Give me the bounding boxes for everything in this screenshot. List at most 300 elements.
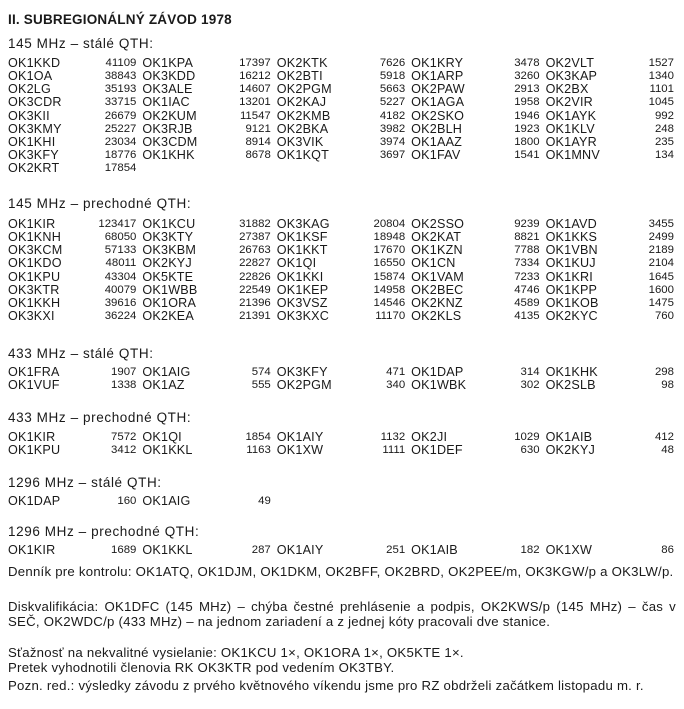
- station-callsign: OK3KFY: [8, 147, 59, 162]
- results-table-145-portable: [8, 218, 680, 323]
- result-entry: [411, 257, 545, 270]
- station-callsign: OK1KZN: [411, 243, 463, 258]
- result-entry: [411, 444, 545, 457]
- station-callsign: OK2KTK: [276, 56, 328, 70]
- station-callsign: OK1AYK: [545, 108, 597, 123]
- station-callsign: OK1AZ: [142, 378, 185, 393]
- station-callsign: OK1KOB: [545, 295, 599, 310]
- station-callsign: OK1KUJ: [545, 256, 596, 271]
- result-entry: [411, 96, 545, 109]
- station-callsign: OK1KKL: [142, 543, 193, 557]
- result-entry: [8, 544, 142, 557]
- station-score: 134: [654, 148, 674, 161]
- station-score: 11170: [375, 309, 406, 322]
- station-score: 14607: [239, 83, 271, 96]
- result-entry: [277, 149, 411, 162]
- result-entry: [8, 379, 142, 392]
- station-callsign: OK1OA: [8, 69, 53, 84]
- station-callsign: OK2SKO: [411, 108, 465, 123]
- result-entry: [8, 110, 142, 123]
- station-callsign: OK3KAG: [276, 217, 330, 231]
- station-callsign: OK1QI: [142, 430, 182, 444]
- station-callsign: OK1ARP: [411, 69, 464, 84]
- station-callsign: OK1KCU: [142, 217, 196, 231]
- station-score: 17854: [104, 162, 137, 175]
- station-callsign: OK1AIY: [276, 430, 324, 444]
- station-score: 3260: [514, 70, 540, 83]
- result-entry: [411, 136, 545, 149]
- station-score: 16212: [239, 70, 271, 83]
- station-callsign: OK1FRA: [8, 365, 60, 379]
- station-callsign: OK1CN: [411, 256, 456, 271]
- section-heading-1296-portable: 1296 MHz – prechodné QTH:: [8, 524, 200, 539]
- station-callsign: OK2KLS: [411, 308, 462, 323]
- station-callsign: OK3KDD: [142, 69, 196, 84]
- station-callsign: OK1KKI: [276, 269, 324, 284]
- station-score: 27387: [239, 231, 271, 244]
- station-callsign: OK5KTE: [142, 269, 194, 284]
- station-score: 1475: [648, 296, 674, 309]
- station-callsign: OK1KDO: [8, 256, 62, 271]
- station-callsign: OK1KIR: [8, 430, 56, 444]
- station-callsign: OK2KUM: [142, 108, 197, 123]
- station-score: 314: [520, 366, 540, 378]
- result-entry: [142, 96, 276, 109]
- station-score: 123417: [98, 218, 137, 230]
- station-callsign: OK1ORA: [142, 295, 197, 310]
- result-entry: [142, 284, 276, 297]
- station-callsign: OK3KFY: [276, 365, 328, 379]
- station-score: 1946: [514, 109, 540, 122]
- result-entry: [8, 297, 142, 310]
- station-score: 22826: [239, 270, 271, 283]
- station-callsign: OK2SLB: [545, 378, 596, 393]
- station-score: 1029: [514, 431, 540, 443]
- station-score: 25227: [104, 122, 137, 135]
- result-entry: [8, 136, 142, 149]
- result-entry: [277, 110, 411, 123]
- station-callsign: OK3KXI: [8, 308, 55, 323]
- section-heading-145-portable: 145 MHz – prechodné QTH:: [8, 196, 192, 211]
- station-callsign: OK1AIG: [142, 365, 191, 379]
- results-table-145-fixed: [8, 57, 680, 175]
- station-callsign: OK2PGM: [276, 82, 332, 97]
- station-score: 17670: [373, 244, 406, 257]
- station-callsign: OK1KHK: [142, 147, 195, 162]
- section-heading-1296-fixed: 1296 MHz – stálé QTH:: [8, 475, 162, 490]
- station-callsign: OK1WBB: [142, 282, 198, 297]
- result-entry: [277, 284, 411, 297]
- editor-note: Pozn. red.: výsledky závodu z prvého květnového víkendu jsme pro RZ obdrželi začátkem listopadu m. r.: [8, 678, 644, 693]
- station-callsign: OK1FAV: [411, 147, 461, 162]
- results-table-433-portable: [8, 431, 680, 457]
- station-callsign: OK2VIR: [545, 95, 593, 110]
- station-score: 11547: [239, 109, 271, 122]
- result-entry: [8, 444, 142, 457]
- station-score: 8821: [514, 231, 540, 244]
- station-callsign: OK1KSF: [276, 230, 328, 245]
- station-callsign: OK1KEP: [276, 282, 329, 297]
- station-callsign: OK2VLT: [545, 56, 595, 70]
- result-entry: [411, 110, 545, 123]
- result-entry: [411, 284, 545, 297]
- station-callsign: OK2LG: [8, 82, 51, 97]
- station-score: 302: [520, 379, 540, 392]
- station-score: 1923: [514, 122, 540, 135]
- station-callsign: OK3KXC: [276, 308, 330, 323]
- station-callsign: OK1KPU: [8, 269, 61, 284]
- station-score: 9121: [245, 122, 271, 135]
- station-score: 22827: [239, 257, 271, 270]
- station-score: 2104: [648, 257, 674, 270]
- station-score: 7572: [111, 431, 137, 443]
- result-entry: [411, 123, 545, 136]
- result-entry: [142, 444, 276, 457]
- station-score: 17397: [239, 57, 271, 69]
- station-callsign: OK1KHK: [545, 365, 598, 379]
- station-score: 7334: [514, 257, 540, 270]
- station-callsign: OK2KYJ: [142, 256, 192, 271]
- station-score: 8678: [245, 148, 271, 161]
- station-callsign: OK1AIY: [276, 543, 324, 557]
- results-table-1296-fixed: [8, 495, 680, 508]
- result-entry: [142, 123, 276, 136]
- result-entry: [546, 136, 680, 149]
- station-score: 1800: [514, 135, 540, 148]
- station-score: 48: [661, 444, 674, 457]
- station-score: 574: [251, 366, 271, 378]
- result-entry: [546, 297, 680, 310]
- station-callsign: OK2KEA: [142, 308, 194, 323]
- station-callsign: OK2KYC: [545, 308, 598, 323]
- results-table-1296-portable: [8, 544, 680, 557]
- station-score: 287: [251, 544, 271, 556]
- station-callsign: OK1DAP: [8, 494, 61, 508]
- evaluation-note: Pretek vyhodnotili členovia RK OK3KTR pod vedením OK3TBY.: [8, 660, 395, 675]
- station-callsign: OK1QI: [276, 256, 317, 271]
- station-score: 1527: [648, 57, 674, 69]
- result-entry: [142, 149, 276, 162]
- result-entry: [546, 96, 680, 109]
- station-score: 4135: [514, 309, 540, 322]
- station-callsign: OK1KIR: [8, 217, 56, 231]
- station-score: 1958: [514, 96, 540, 109]
- station-score: 18776: [104, 148, 137, 161]
- station-score: 1163: [246, 444, 271, 457]
- result-entry: [8, 310, 142, 323]
- result-entry: [277, 96, 411, 109]
- result-entry: [546, 271, 680, 284]
- station-callsign: OK1MNV: [545, 147, 600, 162]
- station-score: 2189: [648, 244, 674, 257]
- complaint-note: Sťažnosť na nekvalitné vysielanie: OK1KCU 1×, OK1ORA 1×, OK5KTE 1×.: [8, 645, 464, 660]
- result-entry: [277, 379, 411, 392]
- station-callsign: OK2BEC: [411, 282, 464, 297]
- result-entry: [546, 544, 680, 557]
- station-callsign: OK2PAW: [411, 82, 465, 97]
- station-callsign: OK3KBM: [142, 243, 197, 258]
- station-score: 57133: [104, 244, 137, 257]
- result-entry: [8, 162, 142, 175]
- station-score: 3455: [648, 218, 674, 230]
- station-callsign: OK2KYJ: [545, 443, 596, 458]
- result-entry: [142, 544, 276, 557]
- station-score: 7626: [379, 57, 406, 69]
- station-score: 26679: [104, 109, 137, 122]
- station-callsign: OK2KRT: [8, 161, 60, 176]
- station-score: 36224: [104, 309, 137, 322]
- station-callsign: OK3ALE: [142, 82, 193, 97]
- result-entry: [142, 136, 276, 149]
- station-callsign: OK3KAP: [545, 69, 598, 84]
- station-score: 21396: [239, 296, 271, 309]
- station-callsign: OK2BX: [545, 82, 589, 97]
- station-score: 7233: [514, 270, 540, 283]
- station-callsign: OK1KRY: [411, 56, 464, 70]
- station-score: 39616: [104, 296, 137, 309]
- result-entry: [277, 444, 411, 457]
- section-heading-433-fixed: 433 MHz – stálé QTH:: [8, 346, 154, 361]
- result-entry: [142, 110, 276, 123]
- result-entry: [546, 110, 680, 123]
- station-callsign: OK1KIR: [8, 543, 56, 557]
- station-score: 7788: [514, 244, 540, 257]
- result-entry: [411, 297, 545, 310]
- result-entry: [411, 544, 545, 557]
- result-entry: [277, 257, 411, 270]
- station-score: 9239: [514, 218, 540, 230]
- station-score: 14958: [373, 283, 406, 296]
- station-score: 14546: [373, 296, 406, 309]
- station-score: 630: [520, 444, 540, 457]
- station-callsign: OK1AGA: [411, 95, 465, 110]
- station-score: 3982: [379, 122, 406, 135]
- station-callsign: OK1KKD: [8, 56, 61, 70]
- result-entry: [546, 123, 680, 136]
- station-callsign: OK3KMY: [8, 121, 62, 136]
- station-callsign: OK1XW: [545, 543, 593, 557]
- control-logs-note: Denník pre kontrolu: OK1ATQ, OK1DJM, OK1DKM, OK2BFF, OK2BRD, OK2PEE/m, OK3KGW/p a OK3LW/p.: [8, 564, 674, 579]
- station-callsign: OK1AAZ: [411, 134, 463, 149]
- station-score: 5663: [379, 83, 406, 96]
- station-score: 68050: [104, 231, 137, 244]
- station-callsign: OK3KTY: [142, 230, 194, 245]
- result-entry: [277, 123, 411, 136]
- station-score: 1045: [648, 96, 674, 109]
- station-score: 1340: [648, 70, 674, 83]
- station-callsign: OK1VAM: [411, 269, 464, 284]
- station-callsign: OK1KPP: [545, 282, 598, 297]
- station-score: 340: [386, 379, 406, 392]
- station-score: 1101: [649, 83, 674, 96]
- station-callsign: OK1VBN: [545, 243, 598, 258]
- station-score: 3412: [111, 444, 137, 457]
- result-entry: [142, 271, 276, 284]
- station-score: 18948: [373, 231, 406, 244]
- station-score: 8914: [245, 135, 271, 148]
- station-callsign: OK2BLH: [411, 121, 463, 136]
- station-callsign: OK1KKH: [8, 295, 61, 310]
- station-score: 1132: [380, 431, 406, 443]
- station-score: 555: [251, 379, 271, 392]
- station-score: 3478: [514, 57, 540, 69]
- station-score: 38843: [104, 70, 137, 83]
- station-callsign: OK3KII: [8, 108, 50, 123]
- station-callsign: OK1KPA: [142, 56, 194, 70]
- station-score: 1338: [111, 379, 137, 392]
- station-callsign: OK1KKL: [142, 443, 193, 458]
- station-score: 235: [654, 135, 674, 148]
- result-entry: [411, 379, 545, 392]
- result-entry: [546, 444, 680, 457]
- station-callsign: OK3CDM: [142, 134, 198, 149]
- station-score: 21391: [239, 309, 271, 322]
- station-score: 1111: [382, 444, 406, 457]
- result-entry: [546, 149, 680, 162]
- station-callsign: OK3CDR: [8, 95, 62, 110]
- station-score: 1689: [111, 544, 137, 556]
- station-score: 1541: [514, 148, 540, 161]
- result-entry: [142, 310, 276, 323]
- results-table-433-fixed: [8, 366, 680, 392]
- station-score: 2499: [648, 231, 674, 244]
- station-score: 48011: [105, 257, 137, 270]
- result-entry: [277, 297, 411, 310]
- station-callsign: OK1IAC: [142, 95, 190, 110]
- station-callsign: OK3KCM: [8, 243, 63, 258]
- station-score: 41109: [105, 57, 137, 69]
- station-score: 1854: [245, 431, 271, 443]
- station-score: 35193: [104, 83, 137, 96]
- result-entry: [8, 271, 142, 284]
- station-callsign: OK3VIK: [276, 134, 324, 149]
- station-callsign: OK1VUF: [8, 378, 60, 393]
- result-entry: [142, 379, 276, 392]
- station-callsign: OK2SSO: [411, 217, 465, 231]
- station-callsign: OK1AIB: [411, 543, 458, 557]
- result-entry: [411, 149, 545, 162]
- station-score: 248: [654, 122, 674, 135]
- result-entry: [546, 310, 680, 323]
- station-callsign: OK1KKT: [276, 243, 328, 258]
- station-callsign: OK1AVD: [545, 217, 597, 231]
- station-score: 2913: [514, 83, 540, 96]
- station-callsign: OK1KPU: [8, 443, 61, 458]
- station-score: 49: [258, 495, 271, 507]
- station-callsign: OK1KHI: [8, 134, 56, 149]
- station-score: 15874: [373, 270, 406, 283]
- station-callsign: OK3VSZ: [276, 295, 328, 310]
- page-title: II. SUBREGIONÁLNÝ ZÁVOD 1978: [8, 12, 232, 27]
- station-callsign: OK1DAP: [411, 365, 464, 379]
- station-score: 4182: [379, 109, 406, 122]
- station-callsign: OK1KQT: [276, 147, 330, 162]
- station-score: 5227: [379, 96, 406, 109]
- station-callsign: OK2KAT: [411, 230, 462, 245]
- station-callsign: OK1DEF: [411, 443, 463, 458]
- station-callsign: OK1KNH: [8, 230, 61, 245]
- result-entry: [142, 495, 276, 508]
- station-callsign: OK1AIG: [142, 494, 191, 508]
- result-entry: [8, 495, 142, 508]
- station-score: 412: [654, 431, 674, 443]
- station-score: 3697: [379, 148, 406, 161]
- station-callsign: OK3RJB: [142, 121, 193, 136]
- station-score: 4746: [514, 283, 540, 296]
- station-score: 5918: [379, 70, 406, 83]
- station-callsign: OK1AYR: [545, 134, 597, 149]
- station-callsign: OK2PGM: [276, 378, 332, 393]
- result-entry: [8, 257, 142, 270]
- result-entry: [546, 257, 680, 270]
- station-score: 26763: [239, 244, 271, 257]
- station-score: 40079: [104, 283, 137, 296]
- station-callsign: OK2KMB: [276, 108, 331, 123]
- station-callsign: OK3KTR: [8, 282, 60, 297]
- result-entry: [546, 284, 680, 297]
- station-score: 992: [654, 109, 674, 122]
- section-heading-145-fixed: 145 MHz – stálé QTH:: [8, 36, 154, 51]
- station-score: 33715: [104, 96, 137, 109]
- station-callsign: OK2JI: [411, 430, 448, 444]
- station-callsign: OK2BKA: [276, 121, 329, 136]
- disqualification-note: Diskvalifikácia: OK1DFC (145 MHz) – chýba čestné prehlásenie a podpis, OK2KWS/p (145 MHz) – čas v SEČ, OK2WDC/p (433 MHz) – na jednom zariadení a z jednej kóty pracovali dve stanice.: [8, 599, 676, 629]
- result-entry: [8, 96, 142, 109]
- result-entry: [277, 136, 411, 149]
- station-score: 1645: [648, 270, 674, 283]
- station-score: 86: [661, 544, 674, 556]
- station-callsign: OK2KAJ: [276, 95, 327, 110]
- section-heading-433-portable: 433 MHz – prechodné QTH:: [8, 410, 192, 425]
- station-score: 1600: [648, 283, 674, 296]
- station-callsign: OK1WBK: [411, 378, 467, 393]
- result-entry: [8, 284, 142, 297]
- result-entry: [546, 379, 680, 392]
- result-entry: [411, 271, 545, 284]
- result-entry: [142, 257, 276, 270]
- station-score: 31882: [239, 218, 271, 230]
- result-entry: [277, 271, 411, 284]
- station-callsign: OK1AIB: [545, 430, 593, 444]
- station-score: 471: [386, 366, 406, 378]
- station-score: 298: [654, 366, 674, 378]
- station-score: 16550: [373, 257, 406, 270]
- station-score: 760: [654, 309, 674, 322]
- result-entry: [8, 123, 142, 136]
- station-score: 1907: [111, 366, 137, 378]
- station-score: 13201: [239, 96, 271, 109]
- station-callsign: OK1XW: [276, 443, 324, 458]
- station-callsign: OK2KNZ: [411, 295, 463, 310]
- station-callsign: OK1KRI: [545, 269, 593, 284]
- station-callsign: OK1KLV: [545, 121, 595, 136]
- station-score: 20804: [373, 218, 406, 230]
- station-score: 251: [386, 544, 406, 556]
- result-entry: [277, 544, 411, 557]
- station-score: 23034: [104, 135, 137, 148]
- result-entry: [411, 310, 545, 323]
- station-score: 3974: [379, 135, 406, 148]
- result-entry: [142, 297, 276, 310]
- station-callsign: OK2BTI: [276, 69, 323, 84]
- station-score: 160: [117, 495, 137, 507]
- station-score: 182: [520, 544, 540, 556]
- station-score: 98: [661, 379, 674, 392]
- station-callsign: OK1KKS: [545, 230, 598, 245]
- station-score: 4589: [514, 296, 540, 309]
- station-score: 43304: [104, 270, 137, 283]
- station-score: 22549: [239, 283, 271, 296]
